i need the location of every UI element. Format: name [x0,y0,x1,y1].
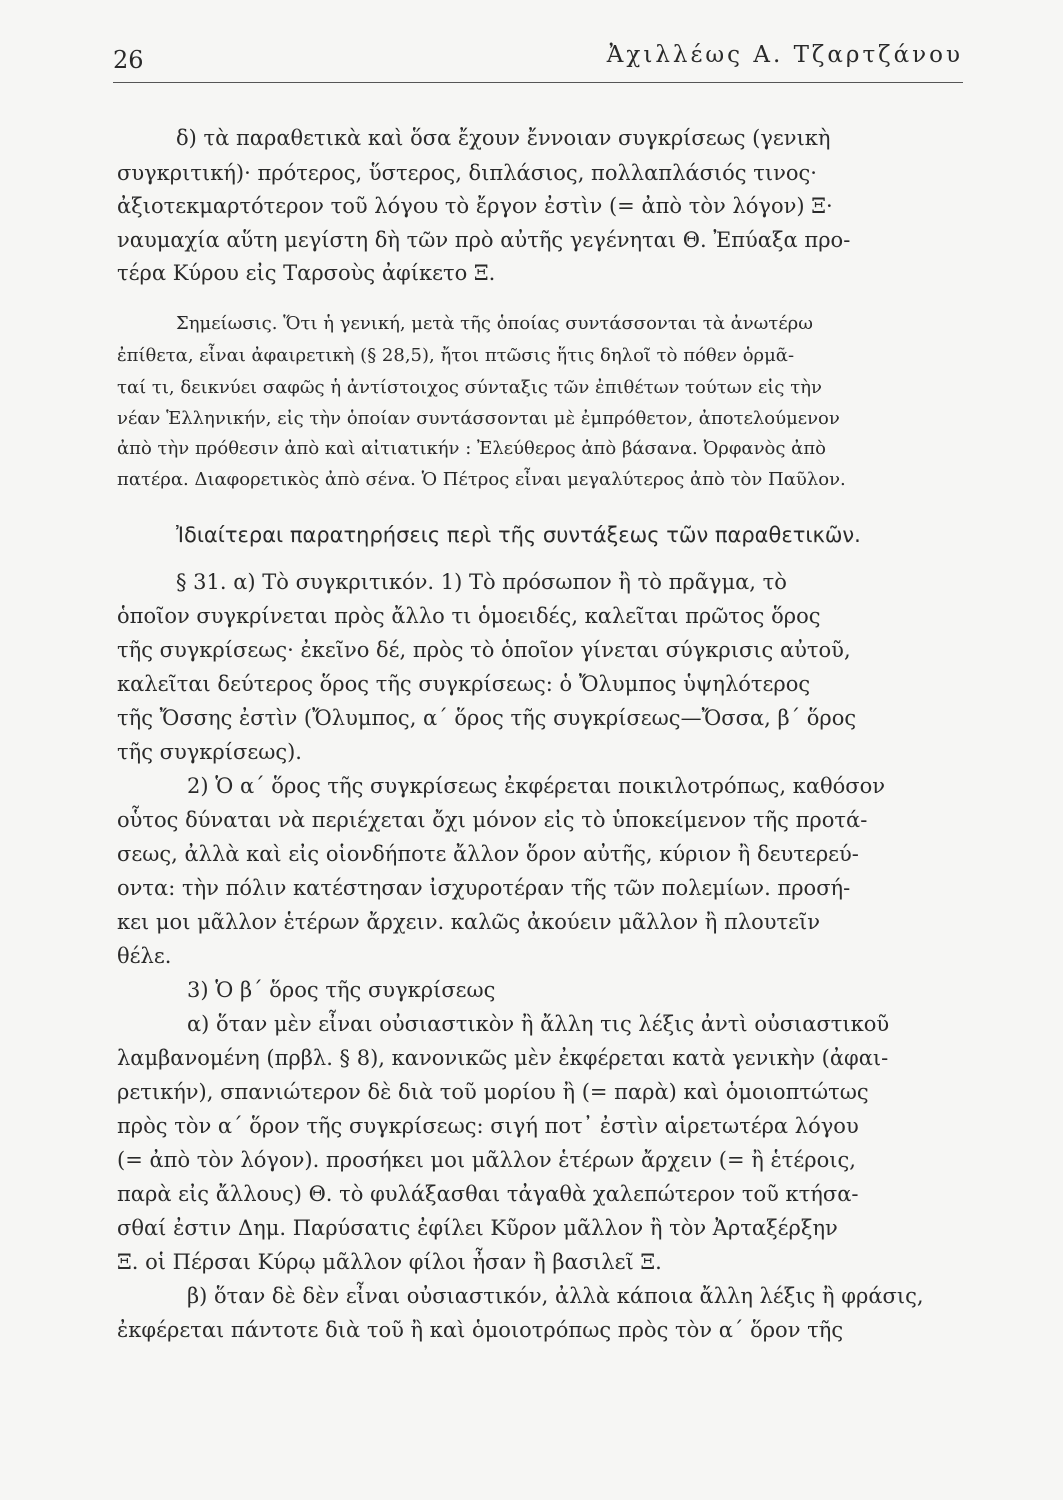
text-line: πρὸς τὸν α΄ ὅρον τῆς συγκρίσεως: σιγή ποτ᾽ ἐστὶν αἱρετωτέρα λόγου [117,1114,859,1138]
text-line: 3) Ὁ β΄ ὅρος τῆς συγκρίσεως [187,978,496,1002]
note-line: ἀπὸ τὴν πρόθεσιν ἀπὸ καὶ αἰτιατικήν : Ἐλεύθερος ἀπὸ βάσανα. Ὀρφανὸς ἀπὸ [117,438,826,459]
note-line: Σημείωσις. Ὅτι ἡ γενική, μετὰ τῆς ὁποίας συντάσσονται τὰ ἀνωτέρω [176,313,813,334]
note-line: πατέρα. Διαφορετικὸς ἀπὸ σένα. Ὁ Πέτρος εἶναι μεγαλύτερος ἀπὸ τὸν Παῦλον. [117,469,846,490]
text-line: ἐκφέρεται πάντοτε διὰ τοῦ ἢ καὶ ὁμοιοτρόπως πρὸς τὸν α΄ ὅρον τῆς [117,1318,844,1342]
text-line: οντα: τὴν πόλιν κατέστησαν ἰσχυροτέραν τῆς τῶν πολεμίων. προσή- [117,876,851,900]
running-head: Ἀχιλλέως Α. Τζαρτζάνου [606,42,963,68]
text-line: β) ὅταν δὲ δὲν εἶναι οὐσιαστικόν, ἀλλὰ κάποια ἄλλη λέξις ἢ φράσις, [187,1284,924,1308]
text-line: κει μοι μᾶλλον ἑτέρων ἄρχειν. καλῶς ἀκούειν μᾶλλον ἢ πλουτεῖν [117,910,821,934]
text-line: σεως, ἀλλὰ καὶ εἰς οἱονδήποτε ἄλλον ὅρον αὐτῆς, κύριον ἢ δευτερεύ- [117,842,859,866]
text-line: θέλε. [117,944,172,968]
text-line: Ξ. οἱ Πέρσαι Κύρῳ μᾶλλον φίλοι ἦσαν ἢ βασιλεῖ Ξ. [117,1250,662,1274]
text-line: τέρα Κύρου εἰς Ταρσοὺς ἀφίκετο Ξ. [117,261,496,285]
text-line: α) ὅταν μὲν εἶναι οὐσιαστικὸν ἢ ἄλλη τις λέξις ἀντὶ οὐσιαστικοῦ [187,1012,890,1036]
note-line: ταί τι, δεικνύει σαφῶς ἡ ἀντίστοιχος σύνταξις τῶν ἐπιθέτων τούτων εἰς τὴν [117,377,822,398]
header-rule [113,82,963,83]
text-line: καλεῖται δεύτερος ὅρος τῆς συγκρίσεως: ὁ Ὄλυμπος ὑψηλότερος [117,672,811,696]
text-line: ναυμαχία αὕτη μεγίστη δὴ τῶν πρὸ αὐτῆς γεγένηται Θ. Ἐπύαξα προ- [117,228,851,252]
text-line: ρετικήν), σπανιώτερον δὲ διὰ τοῦ μορίου ἢ (= παρὰ) καὶ ὁμοιοπτώτως [117,1080,869,1104]
note-line: νέαν Ἑλληνικήν, εἰς τὴν ὁποίαν συντάσσονται μὲ ἐμπρόθετον, ἀποτελούμενον [117,408,840,429]
section-heading: Ἰδιαίτεραι παρατηρήσεις περὶ τῆς συντάξεως τῶν παραθετικῶν. [176,523,861,547]
text-line: § 31. α) Τὸ συγκριτικόν. 1) Τὸ πρόσωπον ἢ τὸ πρᾶγμα, τὸ [176,570,787,594]
text-line: λαμβανομένη (πρβλ. § 8), κανονικῶς μὲν ἐκφέρεται κατὰ γενικὴν (ἀφαι- [117,1046,889,1070]
text-line: παρὰ εἰς ἄλλους) Θ. τὸ φυλάξασθαι τἀγαθὰ χαλεπώτερον τοῦ κτήσα- [117,1182,859,1206]
text-line: τῆς συγκρίσεως· ἐκεῖνο δέ, πρὸς τὸ ὁποῖον γίνεται σύγκρισις αὐτοῦ, [117,638,851,662]
text-line: δ) τὰ παραθετικὰ καὶ ὅσα ἔχουν ἔννοιαν συγκρίσεως (γενικὴ [176,126,831,150]
text-line: τῆς Ὄσσης ἐστὶν (Ὄλυμπος, α΄ ὅρος τῆς συγκρίσεως—Ὄσσα, β΄ ὅρος [117,706,857,730]
text-line: σθαί ἐστιν Δημ. Παρύσατις ἐφίλει Κῦρον μᾶλλον ἢ τὸν Ἀρταξέρξην [117,1216,838,1240]
page-number: 26 [113,46,144,74]
text-line: ὁποῖον συγκρίνεται πρὸς ἄλλο τι ὁμοειδές, καλεῖται πρῶτος ὅρος [117,604,821,628]
text-line: ἀξιοτεκμαρτότερον τοῦ λόγου τὸ ἔργον ἐστὶν (= ἀπὸ τὸν λόγον) Ξ· [117,194,833,218]
text-line: 2) Ὁ α΄ ὅρος τῆς συγκρίσεως ἐκφέρεται ποικιλοτρόπως, καθόσον [187,774,886,798]
note-line: ἐπίθετα, εἶναι ἀφαιρετικὴ (§ 28,5), ἤτοι πτῶσις ἥτις δηλοῖ τὸ πόθεν ὁρμᾶ- [117,345,795,366]
text-line: (= ἀπὸ τὸν λόγον). προσήκει μοι μᾶλλον ἑτέρων ἄρχειν (= ἢ ἑτέροις, [117,1148,856,1172]
text-line: συγκριτική)· πρότερος, ὕστερος, διπλάσιος, πολλαπλάσιός τινος· [117,161,817,185]
text-line: τῆς συγκρίσεως). [117,740,302,764]
text-line: οὗτος δύναται νὰ περιέχεται ὄχι μόνον εἰς τὸ ὑποκείμενον τῆς προτά- [117,808,868,832]
